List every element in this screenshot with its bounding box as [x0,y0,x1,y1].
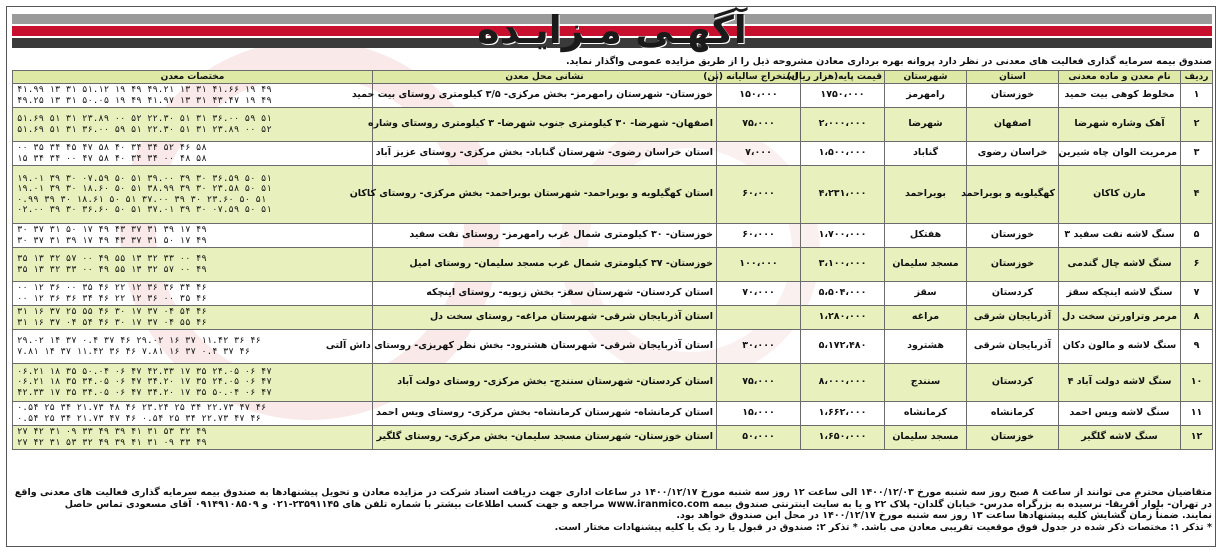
cell-province: خراسان رضوی [967,142,1059,166]
coordinate-line: ۴۷ ۰۶ ۲۴.۰۵ ۳۵ ۱۷ ۴۲.۳۳ ۴۷ ۰۶ ۵۰.۰۴ ۳۵ ۱۸ ۰۶.۲۱ [17,366,272,377]
cell-coordinates [13,364,373,402]
cell-annual-extraction: ۱۰۰،۰۰۰ [717,248,801,282]
auction-table [12,70,1213,450]
coordinate-line: ۴۹ ۱۷ ۵۰ ۳۱ ۳۷ ۴۳ ۴۹ ۱۷ ۳۹ ۳۱ ۳۷ ۳۰ [17,235,207,246]
footer-line-2: در تهران- بلوار آفریقا- نرسیده به بزرگراه مدرس- خیابان گلدان- پلاک ۲۲ و یا به سایت اینترنتی صندوق بیمه www.iranmico.com مراجعه و جهت کسب اطلاعات بیشتر با شماره تلفن های ۲۳۵۹۱۱۴۵-۰۲۱ و ۰۹۱۴۹۱۰۸۵۰۹ آقای مسعودی تماس حاصل [64,498,1212,510]
cell-city: هشترود [885,330,967,364]
header-annual-extraction: استخراج سالیانه (تن) [717,71,801,84]
cell-base-price: ۱،۷۰۰،۰۰۰ [801,224,885,248]
cell-coordinates [13,282,373,306]
coordinate-line: ۴۶ ۳۵ ۰۰ ۳۶ ۱۲ ۲۲ ۴۶ ۳۴ ۳۶ ۳۶ ۱۲ ۰۰ [17,293,207,304]
cell-row-number: ۵ [1181,224,1213,248]
cell-base-price: ۱،۲۸۰،۰۰۰ [801,306,885,330]
footer-line-3: نمایند. ضمناً زمان گشایش کلیه پیشنهادها ساعت ۱۳ روز سه شنبه مورخ ۱۴۰۰/۱۲/۱۷ در محل این صندوق خواهد بود. [676,510,1212,521]
cell-city: مسجد سلیمان [885,248,967,282]
coordinate-line: ۵۸ ۴۸ ۰۰ ۳۴ ۳۴ ۴۰ ۵۸ ۴۷ ۰۰ ۳۴ ۳۴ ۱۵ [17,153,207,164]
cell-location: استان آذربایجان شرقی- شهرستان هشترود- بخش نظر کهریزی- روستای داش آلتی [373,330,717,364]
cell-city: سقز [885,282,967,306]
coordinate-line: ۴۶ ۳۷ ۰.۴ ۳۷ ۱۶ ۷.۸۱ ۴۶ ۳۶ ۱۱.۴۲ ۳۷ ۱۴ ۷.۸۱ [17,346,251,357]
cell-mine-name: سنگ لاشه و مالون دکان [1059,330,1181,364]
coordinate-line: ۵۸ ۴۶ ۵۲ ۳۴ ۳۴ ۴۰ ۵۸ ۴۷ ۴۵ ۳۴ ۳۵ ۰۰ [17,143,207,153]
header-city: شهرستان [885,71,967,84]
cell-mine-name: سنگ لاشه نفت سفید ۳ [1059,224,1181,248]
cell-province: آذربایجان شرقی [967,306,1059,330]
cell-annual-extraction: ۱۵،۰۰۰ [717,402,801,426]
cell-coordinates [13,402,373,426]
title-band [12,10,1212,56]
coordinate-line: ۴۹ ۱۹ ۴۱.۶۶ ۳۱ ۱۳ ۴۹.۲۱ ۴۹ ۱۹ ۵۱.۱۲ ۳۱ ۱۳ ۴۱.۹۹ [17,85,272,95]
coordinate-line: ۵۱ ۵۰ ۲۳.۶۰ ۳۰ ۳۹ ۳۷.۰۰ ۵۱ ۵۰ ۱۸.۶۱ ۳۰ ۳۹ ۰.۹۹ [17,194,267,205]
coordinate-line: ۵۲ ۰۰ ۲۳.۸۹ ۳۱ ۵۱ ۲۲.۳۰ ۵۱ ۵۹ ۳۶.۰۰ ۳۱ ۵۱ ۵۱.۶۹ [17,124,272,135]
cell-province: خوزستان [967,84,1059,108]
footer-notes [12,487,1212,533]
cell-base-price: ۴،۲۳۱،۰۰۰ [801,166,885,224]
cell-mine-name: مخلوط کوهی بیت حمید [1059,84,1181,108]
header-base-price: قیمت پایه(هزار ریال) [801,71,885,84]
cell-coordinates [13,166,373,224]
page-title: آگهـی مـزایـده [477,8,747,52]
cell-base-price: ۱،۶۵۰،۰۰۰ [801,426,885,450]
cell-row-number: ۲ [1181,108,1213,142]
cell-base-price: ۲،۰۰۰،۰۰۰ [801,108,885,142]
cell-base-price: ۵،۱۷۲،۴۸۰ [801,330,885,364]
cell-annual-extraction: ۷۰،۰۰۰ [717,282,801,306]
coordinate-line: ۴۷ ۰۶ ۲۴.۰۵ ۳۵ ۱۷ ۳۴.۲۰ ۴۷ ۰۶ ۳۴.۰۵ ۳۵ ۱۸ ۰۶.۲۱ [17,377,272,388]
cell-city: رامهرمز [885,84,967,108]
cell-mine-name: سنگ لاشه ویس احمد [1059,402,1181,426]
cell-row-number: ۷ [1181,282,1213,306]
intro-text: صندوق بیمه سرمایه گذاری فعالیت های معدنی در نظر دارد پروانه بهره برداری معادن مشروحه ذیل را از طریق مزایده عمومی واگذار نماید. [565,56,1212,67]
table-row [13,108,1213,142]
cell-annual-extraction: ۵۰،۰۰۰ [717,426,801,450]
cell-base-price: ۱،۶۶۲،۰۰۰ [801,402,885,426]
cell-city: کرمانشاه [885,402,967,426]
table-row [13,248,1213,282]
cell-location: خوزستان- ۳۷ کیلومتری شمال غرب مسجد سلیمان- روستای امیل [373,248,717,282]
table-row [13,84,1213,108]
header-province: استان [967,71,1059,84]
cell-mine-name: آهک وشاره شهرضا [1059,108,1181,142]
cell-city: مسجد سلیمان [885,426,967,450]
cell-coordinates [13,108,373,142]
cell-coordinates [13,426,373,450]
cell-annual-extraction: ۷۵،۰۰۰ [717,108,801,142]
header-coordinates: مختصات معدن [13,71,373,84]
coordinate-line: ۴۶ ۴۷ ۲۲.۷۳ ۳۴ ۲۵ ۰.۵۴ ۴۶ ۴۷ ۲۱.۷۳ ۳۴ ۲۵ ۰.۵۴ [17,413,261,424]
header-row-number: ردیف [1181,71,1213,84]
cell-mine-name: سنگ لاشه گلگیر [1059,426,1181,450]
cell-location: استان کردستان- شهرستان سقز- بخش زیویه- روستای اینچکه [373,282,717,306]
cell-location: استان کردستان- شهرستان سنندج- بخش مرکزی- روستای دولت آباد [373,364,717,402]
cell-base-price: ۱۷۵۰،۰۰۰ [801,84,885,108]
coordinate-line: ۴۶ ۵۴ ۰۴ ۳۷ ۱۷ ۳۰ ۴۶ ۵۵ ۲۵ ۳۷ ۱۶ ۳۱ [17,307,207,317]
cell-province: کرمانشاه [967,402,1059,426]
footer-line-1: متقاضیان محترم می توانند از ساعت ۸ صبح روز سه شنبه مورخ ۱۴۰۰/۱۲/۰۳ الی ساعت ۱۲ روز سه شنبه مورخ ۱۴۰۰/۱۲/۱۷ در ساعات اداری جهت دریافت اسناد شرکت در مزایده معادن و تحویل پیشنهادها به صندوق بیمه سرمایه گذاری فعالیت های معدنی واقع [14,487,1212,498]
cell-coordinates [13,224,373,248]
table-row [13,306,1213,330]
coordinate-line: ۴۶ ۳۶ ۱۱.۴۲ ۳۷ ۱۶ ۲۹.۰۲ ۴۶ ۳۷ ۰.۴ ۳۷ ۱۴ ۲۹.۰۲ [17,336,261,346]
cell-coordinates [13,84,373,108]
coordinate-line: ۴۹ ۱۷ ۳۹ ۳۱ ۳۷ ۴۳ ۴۹ ۱۷ ۵۰ ۳۱ ۳۷ ۳۰ [17,225,207,235]
cell-annual-extraction: ۳۰،۰۰۰ [717,330,801,364]
cell-row-number: ۱۲ [1181,426,1213,450]
cell-city: شهرضا [885,108,967,142]
cell-province: خوزستان [967,248,1059,282]
coordinate-line: ۵۱ ۵۰ ۳۶.۵۹ ۳۰ ۳۹ ۳۹.۰۰ ۵۱ ۵۰ ۰۷.۵۹ ۳۰ ۳۹ ۱۹.۰۱ [17,173,272,184]
coordinate-line: ۴۹ ۱۹ ۴۳.۴۷ ۳۱ ۱۳ ۴۱.۹۷ ۴۹ ۱۹ ۵۰.۰۵ ۳۱ ۱۳ ۴۹.۲۵ [17,95,272,106]
cell-row-number: ۱ [1181,84,1213,108]
cell-province: آذربایجان شرقی [967,330,1059,364]
cell-row-number: ۴ [1181,166,1213,224]
cell-mine-name: سنگ لاشه دولت آباد ۴ [1059,364,1181,402]
table-header-row [13,71,1213,84]
cell-province: کردستان [967,282,1059,306]
table-row [13,426,1213,450]
header-mine-name: نام معدن و ماده معدنی [1059,71,1181,84]
cell-province: خوزستان [967,224,1059,248]
cell-coordinates [13,330,373,364]
cell-province: کهگیلویه و بویراحمد [967,166,1059,224]
cell-city: هفتکل [885,224,967,248]
cell-province: کردستان [967,364,1059,402]
cell-annual-extraction [717,306,801,330]
cell-province: اصفهان [967,108,1059,142]
cell-coordinates [13,306,373,330]
cell-city: بویراحمد [885,166,967,224]
cell-mine-name: مارن کاکان [1059,166,1181,224]
cell-mine-name: سنگ لاشه چال گندمی [1059,248,1181,282]
cell-location: خوزستان- ۳۰ کیلومتری شمال غرب رامهرمز- روستای نفت سفید [373,224,717,248]
cell-location: استان کرمانشاه- شهرستان کرمانشاه- بخش مرکزی- روستای ویس احمد [373,402,717,426]
cell-city: سنندج [885,364,967,402]
cell-annual-extraction: ۶۰،۰۰۰ [717,166,801,224]
coordinate-line: ۴۶ ۴۷ ۲۲.۷۳ ۳۴ ۲۵ ۲۳.۲۴ ۴۶ ۴۸ ۲۱.۷۳ ۳۴ ۲۵ ۰.۵۴ [17,403,267,413]
footer-line-4: * تذکر ۱: مختصات ذکر شده در جدول فوق موقعیت تقریبی معادن می باشد. * تذکر ۲: صندوق در قبول یا رد یک یا کلیه پیشنهادات مختار است. [554,521,1212,533]
cell-base-price: ۱،۵۰۰،۰۰۰ [801,142,885,166]
cell-city: گناباد [885,142,967,166]
cell-row-number: ۶ [1181,248,1213,282]
cell-row-number: ۳ [1181,142,1213,166]
table-row [13,402,1213,426]
table-body [13,84,1213,450]
cell-city: مراغه [885,306,967,330]
table-row [13,166,1213,224]
coordinate-line: ۴۹ ۰۰ ۳۳ ۳۲ ۱۳ ۵۵ ۴۹ ۰۰ ۵۷ ۳۲ ۱۳ ۳۵ [17,254,207,264]
coordinate-line: ۵۱ ۵۰ ۲۳.۵۸ ۳۰ ۳۹ ۳۸.۹۹ ۵۱ ۵۰ ۱۸.۶۰ ۳۰ ۳۹ ۱۹.۰۱ [17,184,272,194]
cell-location: استان خراسان رضوی- شهرستان گناباد- بخش مرکزی- روستای عزیز آباد [373,142,717,166]
cell-annual-extraction: ۷،۰۰۰ [717,142,801,166]
cell-base-price: ۵،۵۰۴،۰۰۰ [801,282,885,306]
table-row [13,142,1213,166]
table-row [13,224,1213,248]
cell-base-price: ۸،۰۰۰،۰۰۰ [801,364,885,402]
cell-row-number: ۱۱ [1181,402,1213,426]
coordinate-line: ۴۶ ۳۴ ۳۶ ۳۶ ۱۲ ۲۲ ۴۶ ۳۵ ۰۰ ۳۶ ۱۲ ۰۰ [17,283,207,293]
coordinate-line: ۵۱ ۵۹ ۳۶.۰۰ ۳۱ ۵۱ ۲۲.۳۰ ۵۲ ۰۰ ۲۳.۸۹ ۳۱ ۵۱ ۵۱.۶۹ [17,114,272,124]
cell-coordinates [13,142,373,166]
cell-location: استان آذربایجان شرقی- شهرستان مراغه- روستای سخت دل [373,306,717,330]
coordinate-line: ۴۷ ۰۶ ۵۰.۰۴ ۳۵ ۱۷ ۳۴.۲۰ ۴۷ ۰۶ ۳۴.۰۵ ۳۵ ۱۷ ۴۲.۳۳ [17,387,272,398]
cell-mine-name: مرمر وتراورتن سخت دل [1059,306,1181,330]
cell-row-number: ۸ [1181,306,1213,330]
cell-annual-extraction: ۱۵۰،۰۰۰ [717,84,801,108]
table-row [13,330,1213,364]
cell-coordinates [13,248,373,282]
coordinate-line: ۴۹ ۳۲ ۵۳ ۳۱ ۴۱ ۳۹ ۴۹ ۳۳ ۰۹ ۳۱ ۴۲ ۲۷ [17,427,207,437]
cell-mine-name: مرمریت الوان چاه شیرین [1059,142,1181,166]
cell-annual-extraction: ۷۵،۰۰۰ [717,364,801,402]
cell-mine-name: سنگ لاشه اینچکه سقز [1059,282,1181,306]
cell-location: استان کهگیلویه و بویراحمد- شهرستان بویراحمد- بخش مرکزی- روستای کاکان [373,166,717,224]
table-row [13,364,1213,402]
coordinate-line: ۴۶ ۵۵ ۰۴ ۳۷ ۱۷ ۳۰ ۴۶ ۵۴ ۰۴ ۳۷ ۱۶ ۳۱ [17,317,207,328]
cell-annual-extraction: ۶۰،۰۰۰ [717,224,801,248]
cell-location: استان خوزستان- شهرستان مسجد سلیمان- بخش مرکزی- روستای گلگیر [373,426,717,450]
cell-location: اصفهان- شهرضا- ۳۰ کیلومتری جنوب شهرضا- ۳ کیلومتری روستای وشاره [373,108,717,142]
cell-base-price: ۳،۱۰۰،۰۰۰ [801,248,885,282]
cell-row-number: ۱۰ [1181,364,1213,402]
cell-province: خوزستان [967,426,1059,450]
cell-row-number: ۹ [1181,330,1213,364]
header-location: نشانی محل معدن [373,71,717,84]
table-row [13,282,1213,306]
coordinate-line: ۴۹ ۳۳ ۰۹ ۳۱ ۴۱ ۳۹ ۴۹ ۳۲ ۵۳ ۳۱ ۴۲ ۲۷ [17,437,207,448]
coordinate-line: ۴۹ ۰۰ ۵۷ ۳۲ ۱۳ ۵۵ ۴۹ ۰۰ ۳۳ ۳۲ ۱۳ ۳۵ [17,264,207,275]
coordinate-line: ۵۱ ۵۰ ۰۷.۵۹ ۳۰ ۳۹ ۳۷.۰۱ ۵۱ ۵۰ ۳۶.۶۰ ۳۰ ۳۹ ۰۲.۰۰ [17,205,272,215]
cell-location: خوزستان- شهرستان رامهرمز- بخش مرکزی- ۳/۵ کیلومتری روستای بیت حمید [373,84,717,108]
